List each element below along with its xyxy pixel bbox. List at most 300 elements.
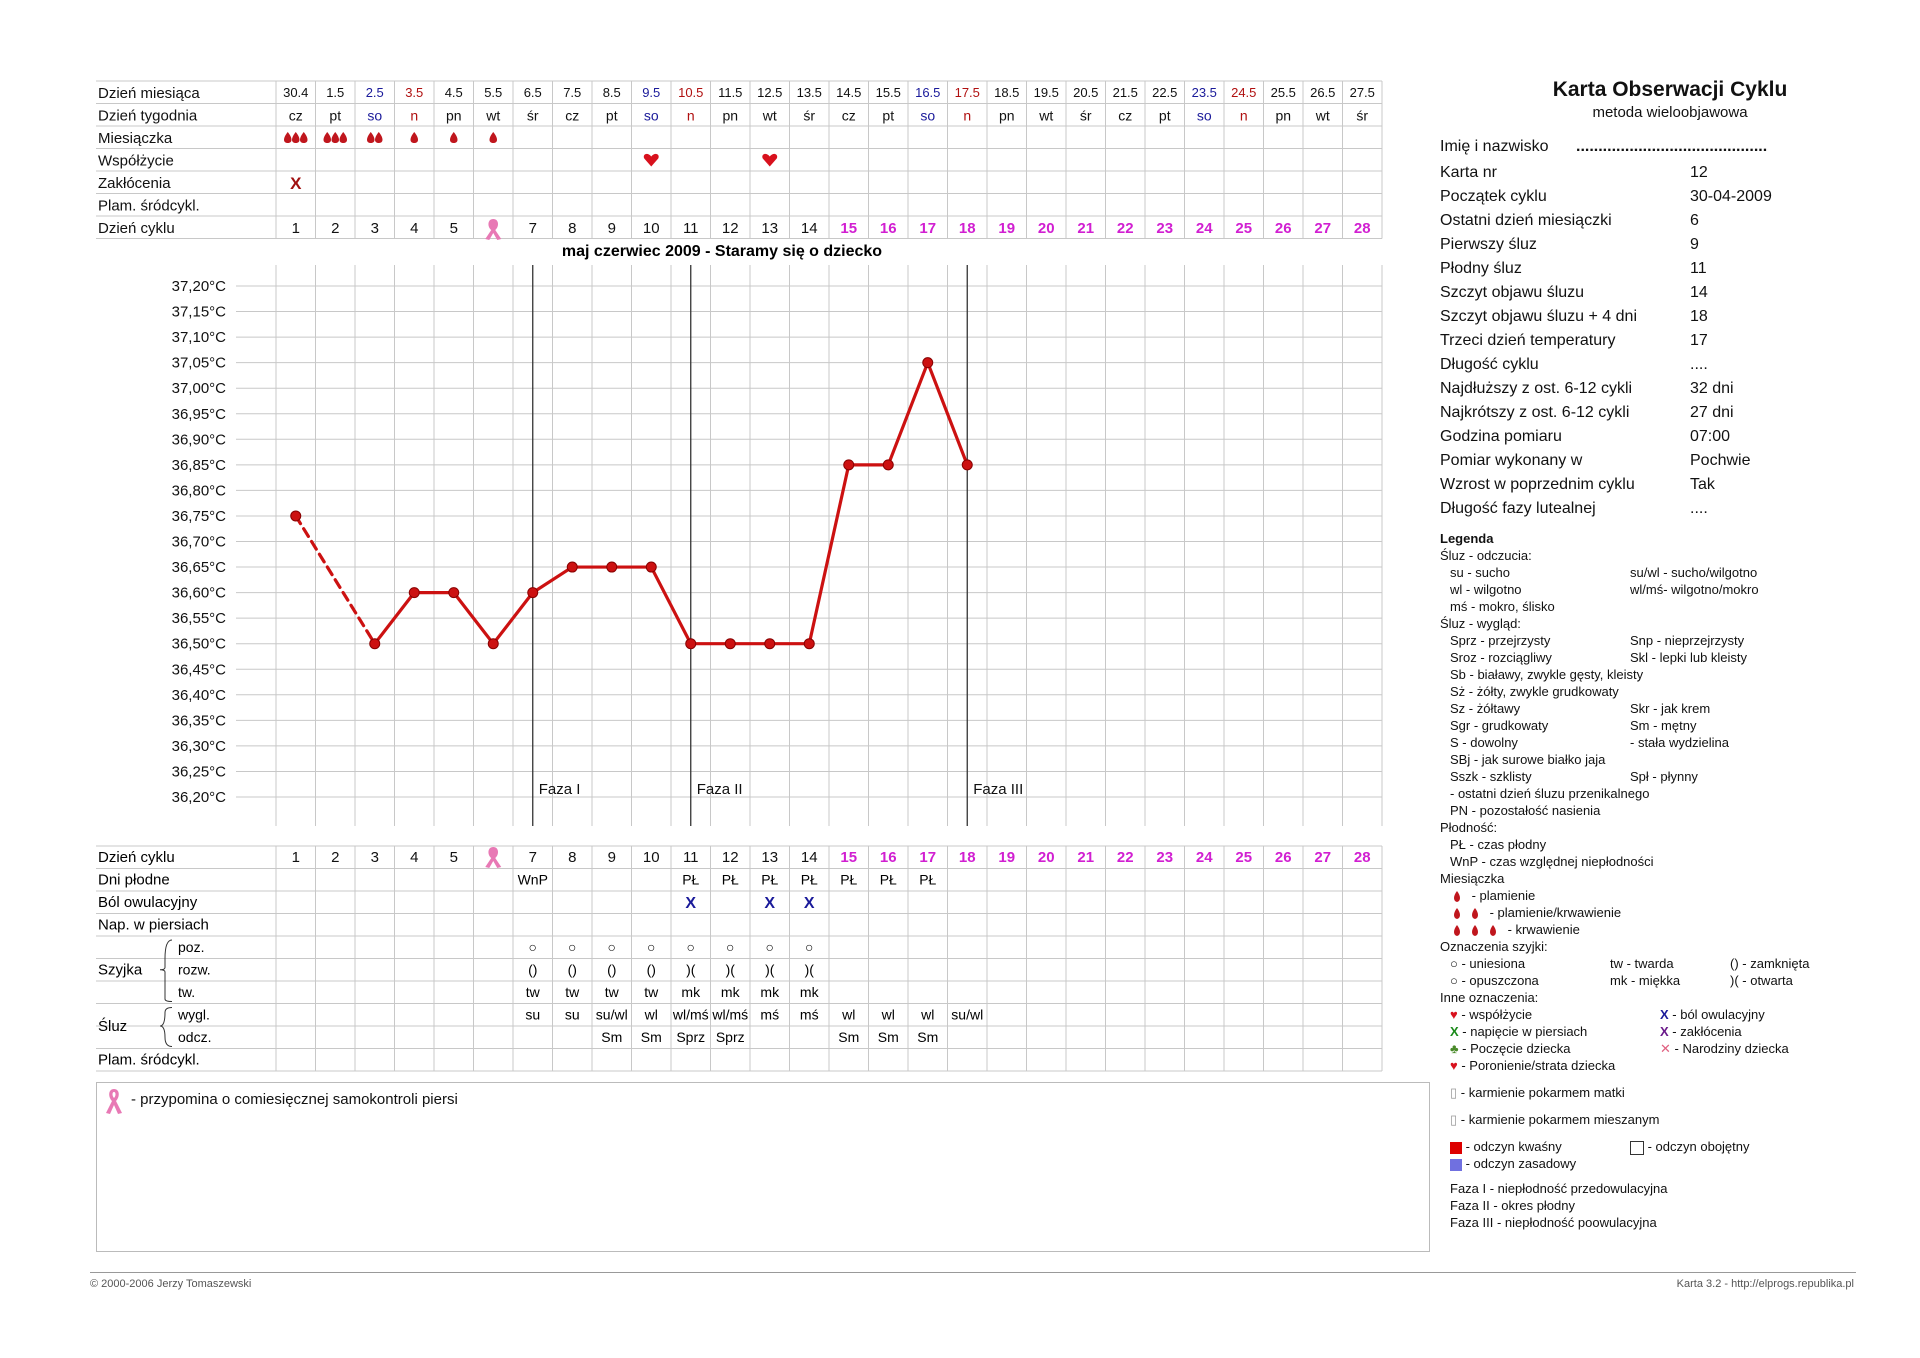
cervix-opening: ()	[646, 961, 656, 978]
legend-row: Sb - białawy, zwykle gęsty, kleisty	[1450, 667, 1644, 682]
date-label: 7.5	[563, 85, 582, 100]
legend-row: WnP - czas względnej niepłodności	[1450, 854, 1654, 869]
card-info-value[interactable]: 30-04-2009	[1690, 188, 1772, 205]
legend-row: Sgr - grudkowaty Sm - mętny	[1450, 718, 1697, 733]
cervix-firmness: mk	[681, 984, 701, 1000]
legend-row: ○ - opuszczona mk - miękka )( - otwarta	[1450, 973, 1793, 988]
mucus-feel: mś	[760, 1006, 780, 1023]
footer-divider	[90, 1272, 1856, 1273]
temperature-point	[488, 639, 498, 649]
card-info-value[interactable]: 9	[1690, 236, 1699, 253]
card-info-value[interactable]: 07:00	[1690, 428, 1731, 445]
temperature-point	[607, 562, 617, 572]
card-info-row	[1440, 353, 1900, 377]
card-info-row	[1440, 281, 1900, 305]
weekday-label: śr	[1079, 107, 1092, 124]
mucus-look: Sprz	[676, 1029, 706, 1045]
y-tick-label: 36,20°C	[171, 789, 226, 806]
cervix-brace	[160, 940, 172, 1002]
card-info-value[interactable]: 11	[1690, 260, 1707, 277]
cycle-day-label: 14	[800, 220, 818, 237]
cervix-firmness: tw	[525, 984, 540, 1000]
phase-label: Faza I	[538, 781, 581, 798]
fertile-mark: WnP	[517, 871, 548, 888]
cycle-day-label: 16	[879, 849, 897, 866]
y-tick-label: 36,50°C	[171, 635, 226, 653]
weekday-label: wt	[486, 107, 501, 124]
fertile-mark: PŁ	[919, 871, 937, 888]
date-label: 4.5	[444, 85, 463, 100]
mucus-feel: su	[564, 1006, 580, 1023]
weekday-label: pt	[329, 107, 342, 124]
weekday-label: wt	[1039, 107, 1054, 124]
card-info-label: Szczyt objawu śluzu + 4 dni	[1440, 308, 1637, 325]
cycle-day-label: 15	[840, 849, 858, 866]
cervix-sub-label: rozw.	[178, 961, 211, 978]
card-info-value[interactable]: Tak	[1690, 476, 1715, 493]
cycle-day-label: 20	[1037, 849, 1055, 866]
date-label: 8.5	[602, 85, 621, 100]
cycle-day-label: 28	[1353, 849, 1371, 866]
footer-version: Karta 3.2 - http://elprogs.republika.pl	[1676, 1278, 1854, 1290]
y-tick-label: 36,70°C	[171, 533, 226, 551]
y-tick-label: 36,30°C	[171, 737, 226, 755]
legend-spacer	[1440, 1172, 1900, 1180]
top-row-label: Dzień tygodnia	[98, 107, 198, 125]
date-label: 1.5	[326, 85, 345, 100]
legend-row: - ostatni dzień śluzu przenikalnego	[1450, 786, 1650, 801]
temperature-point	[528, 588, 538, 598]
card-info-row	[1440, 185, 1900, 209]
cycle-day-label: 27	[1314, 220, 1332, 237]
mucus-sub-label: wygl.	[178, 1006, 210, 1023]
mucus-feel: wl	[881, 1006, 895, 1023]
bottom-table-text	[98, 847, 1371, 1069]
cycle-day-label: 12	[721, 849, 739, 866]
top-table-grid	[96, 81, 1382, 239]
ovulation-pain-mark: X	[803, 895, 815, 912]
fertile-mark: PŁ	[761, 871, 779, 888]
y-tick-label: 36,60°C	[171, 584, 226, 602]
weekday-label: pn	[1275, 107, 1292, 124]
mucus-feel: wl	[842, 1006, 856, 1023]
card-title: Karta Obserwacji Cyklu	[1552, 78, 1788, 101]
cycle-day-label: 17	[919, 220, 937, 237]
card-info-value[interactable]: Pochwie	[1690, 452, 1751, 469]
cervix-opening: ()	[607, 961, 617, 978]
weekday-label: pn	[445, 107, 462, 124]
temperature-point	[646, 562, 656, 572]
mucus-feel: wl	[644, 1006, 658, 1023]
cervix-firmness: tw	[604, 984, 619, 1000]
date-label: 2.5	[365, 85, 384, 100]
cycle-day-label: 9	[607, 220, 616, 237]
disturbance-mark: X	[290, 174, 302, 193]
y-tick-label: 36,90°C	[171, 431, 226, 449]
cycle-day-label: 17	[919, 849, 937, 866]
ovulation-pain-mark: X	[685, 895, 697, 912]
y-tick-label: 37,10°C	[171, 329, 226, 347]
cycle-day-label: 20	[1037, 220, 1055, 237]
temperature-point	[765, 639, 775, 649]
weekday-label: cz	[565, 107, 580, 124]
cycle-day-label: 11	[682, 220, 699, 237]
menstruation-drop-icon	[411, 132, 419, 143]
date-label: 13.5	[796, 85, 822, 100]
date-label: 21.5	[1112, 85, 1138, 100]
cervix-firmness: tw	[644, 984, 659, 1000]
mucus-sub-label: odcz.	[178, 1029, 212, 1045]
cycle-day-label: 24	[1195, 849, 1213, 866]
weekday-label: so	[1196, 107, 1212, 124]
y-tick-label: 36,85°C	[171, 456, 226, 474]
cervix-firmness: mk	[760, 984, 780, 1000]
legend-row: - odczyn zasadowy	[1440, 1155, 1900, 1172]
card-info-label: Szczyt objawu śluzu	[1440, 284, 1585, 301]
date-label: 19.5	[1033, 85, 1059, 100]
card-info-label: Pomiar wykonany w	[1440, 452, 1583, 469]
top-row-label: Plam. śródcykl.	[98, 197, 200, 215]
bottom-row-label: Nap. w piersiach	[98, 916, 209, 934]
legend-row: su - sucho su/wl - sucho/wilgotno	[1450, 565, 1758, 580]
date-label: 26.5	[1310, 85, 1336, 100]
cycle-day-label: 19	[998, 220, 1016, 237]
weekday-label: cz	[841, 107, 856, 124]
card-info-value[interactable]: 12	[1690, 164, 1708, 181]
card-info-value[interactable]: ....	[1690, 356, 1708, 373]
temperature-point	[291, 511, 301, 521]
date-label: 20.5	[1073, 85, 1099, 100]
cycle-day-label: 23	[1156, 220, 1174, 237]
mucus-look: Sm	[640, 1029, 662, 1045]
date-label: 3.5	[405, 85, 424, 100]
menstruation-drop-icon	[324, 132, 332, 143]
menstruation-drop-icon	[300, 132, 308, 143]
legend-row: X - napięcie w piersiach X - zakłócenia	[1450, 1024, 1742, 1039]
card-info-panel	[1440, 78, 1900, 521]
mucus-feel: su	[525, 1006, 541, 1023]
weekday-label: n	[1239, 107, 1248, 124]
y-tick-labels	[172, 278, 227, 806]
y-tick-label: 37,15°C	[171, 303, 226, 321]
legend-section-head: Inne oznaczenia:	[1440, 990, 1539, 1005]
fertile-mark: PŁ	[840, 871, 858, 888]
legend-row: ▯ - karmienie pokarmem mieszanym	[1450, 1112, 1660, 1127]
mucus-look: Sm	[838, 1029, 860, 1045]
legend-row: - krwawienie	[1440, 921, 1900, 938]
temperature-grid	[236, 265, 1382, 826]
weekday-label: n	[686, 107, 695, 124]
legend-row: - plamienie	[1440, 887, 1900, 904]
cycle-day-label: 28	[1353, 220, 1371, 237]
weekday-label: śr	[1356, 107, 1369, 124]
temperature-point	[844, 460, 854, 470]
card-info-value[interactable]: ....	[1690, 500, 1708, 517]
y-tick-label: 37,20°C	[171, 278, 226, 295]
cervix-position: ○	[647, 939, 656, 955]
mucus-feel: wl	[921, 1006, 935, 1023]
bottom-row-label: Dni płodne	[98, 871, 170, 889]
cervix-opening: ()	[567, 961, 577, 978]
cervix-position: ○	[726, 939, 735, 955]
legend-row: Sszk - szklisty Spł - płynny	[1450, 769, 1698, 784]
legend-row: SBj - jak surowe białko jaja	[1450, 752, 1606, 767]
legend-row: Sroz - rozciągliwy Skl - lepki lub kleisty	[1450, 650, 1748, 665]
temperature-point	[962, 460, 972, 470]
legend-row: Faza III - niepłodność poowulacyjna	[1450, 1215, 1657, 1230]
cycle-day-label: 18	[958, 220, 976, 237]
cycle-day-label: 10	[642, 849, 660, 866]
phase-label: Faza III	[973, 781, 1024, 798]
card-info-value[interactable]: 32 dni	[1690, 380, 1734, 397]
weekday-label: śr	[526, 107, 539, 124]
card-info-row	[1440, 473, 1900, 497]
cycle-day-label: 10	[642, 220, 660, 237]
date-label: 22.5	[1152, 85, 1178, 100]
menstruation-drop-icon	[490, 132, 498, 143]
legend-row: Sz - żółtawy Skr - jak krem	[1450, 701, 1711, 716]
cycle-day-label: 13	[761, 849, 779, 866]
legend-section-head: Śluz - wygląd:	[1440, 616, 1521, 631]
pink-ribbon-icon	[485, 219, 501, 240]
date-label: 5.5	[484, 85, 503, 100]
top-row-label: Dzień cyklu	[98, 220, 175, 237]
weekday-label: n	[963, 107, 972, 124]
weekday-label: wt	[1315, 107, 1330, 124]
card-info-label: Godzina pomiaru	[1440, 428, 1562, 445]
cervix-opening: )(	[804, 961, 814, 978]
temperature-point	[686, 639, 696, 649]
weekday-label: pt	[1158, 107, 1171, 124]
date-label: 10.5	[678, 85, 704, 100]
notes-box[interactable]	[96, 1082, 1430, 1252]
legend-row: Sprz - przejrzysty Snp - nieprzejrzysty	[1450, 633, 1745, 648]
cycle-day-label: 14	[800, 849, 818, 866]
cervix-position: ○	[765, 939, 774, 955]
temperature-point	[923, 358, 933, 368]
y-tick-label: 37,00°C	[171, 380, 226, 398]
cycle-day-label: 11	[682, 849, 699, 866]
top-table-text	[98, 85, 1375, 240]
bottom-row-label: Śluz	[98, 1017, 128, 1035]
cycle-day-label: 7	[528, 220, 537, 237]
legend-row: ♣ - Poczęcie dziecka ✕ - Narodziny dziecka	[1450, 1041, 1789, 1056]
temperature-point	[567, 562, 577, 572]
top-row-label: Dzień miesiąca	[98, 85, 200, 102]
cycle-day-label: 5	[449, 220, 458, 237]
cycle-day-label: 21	[1077, 220, 1095, 237]
card-info-label: Karta nr	[1440, 164, 1497, 181]
heart-icon	[762, 154, 777, 167]
mucus-brace	[160, 1008, 172, 1047]
mucus-look: Sprz	[715, 1029, 745, 1045]
menstruation-drop-icon	[292, 132, 300, 143]
card-info-label: Długość cyklu	[1440, 356, 1539, 373]
legend-section-head: Miesiączka	[1440, 871, 1505, 886]
legend-section-head: Śluz - odczucia:	[1440, 548, 1532, 563]
card-info-value[interactable]: ...........................................	[1576, 138, 1768, 155]
legend-row: ♥ - Poronienie/strata dziecka	[1450, 1058, 1616, 1073]
cervix-opening: ()	[528, 961, 538, 978]
date-label: 18.5	[994, 85, 1020, 100]
weekday-label: wt	[762, 107, 777, 124]
cycle-day-label: 5	[449, 849, 458, 866]
weekday-label: so	[367, 107, 383, 124]
legend-section-head: Płodność:	[1440, 820, 1498, 835]
cycle-day-label: 24	[1195, 220, 1213, 237]
mucus-feel: su/wl	[951, 1006, 984, 1023]
y-tick-label: 36,40°C	[171, 686, 226, 704]
y-tick-label: 36,80°C	[171, 482, 226, 500]
cycle-day-label: 26	[1274, 849, 1292, 866]
cycle-day-label: 18	[958, 849, 976, 866]
weekday-label: cz	[288, 107, 303, 124]
heart-icon	[644, 154, 659, 167]
cervix-firmness: mk	[799, 984, 819, 1000]
date-label: 12.5	[757, 85, 783, 100]
top-row-label: Miesiączka	[98, 130, 173, 147]
menstruation-drop-icon	[340, 132, 348, 143]
weekday-label: so	[643, 107, 659, 124]
bottom-row-label: Szyjka	[98, 961, 143, 979]
cervix-firmness: tw	[565, 984, 580, 1000]
cervix-position: ○	[528, 939, 537, 955]
card-info-row	[1440, 449, 1900, 473]
temperature-point	[370, 639, 380, 649]
cervix-position: ○	[805, 939, 814, 955]
phase-label: Faza II	[696, 781, 743, 798]
legend-row: ▯ - karmienie pokarmem matki	[1450, 1085, 1625, 1100]
date-label: 11.5	[718, 85, 743, 100]
legend-row: Faza I - niepłodność przedowulacyjna	[1450, 1181, 1668, 1196]
mucus-look: Sm	[601, 1029, 623, 1045]
temperature-point	[883, 460, 893, 470]
menstruation-drop-icon	[450, 132, 458, 143]
y-tick-label: 36,75°C	[171, 507, 226, 525]
cervix-opening: )(	[765, 961, 775, 978]
legend-row: wl - wilgotno wl/mś- wilgotno/mokro	[1450, 582, 1759, 597]
fertile-mark: PŁ	[682, 871, 700, 888]
card-info-value[interactable]: 14	[1690, 284, 1708, 301]
y-tick-label: 36,45°C	[171, 661, 226, 679]
mucus-feel: wl/mś	[712, 1006, 749, 1023]
date-label: 15.5	[875, 85, 901, 100]
legend-row: ○ - uniesiona tw - twarda () - zamknięta	[1450, 956, 1810, 971]
weekday-label: śr	[803, 107, 816, 124]
cycle-day-label: 25	[1235, 220, 1253, 237]
card-subtitle: metoda wieloobjawowa	[1592, 104, 1748, 121]
legend-row: Sż - żółty, zwykle grudkowaty	[1450, 684, 1619, 699]
date-label: 9.5	[642, 85, 661, 100]
bottom-row-label: Plam. śródcykl.	[98, 1051, 200, 1069]
legend-title: Legenda	[1440, 531, 1494, 546]
cycle-day-label: 16	[879, 220, 897, 237]
weekday-label: n	[410, 107, 419, 124]
weekday-label: pn	[998, 107, 1015, 124]
card-info-value[interactable]: 17	[1690, 332, 1708, 349]
card-info-label: Imię i nazwisko	[1440, 138, 1549, 155]
card-info-row	[1440, 401, 1900, 425]
y-tick-label: 36,95°C	[171, 405, 226, 423]
card-info-row	[1440, 209, 1900, 233]
cycle-day-label: 9	[607, 849, 616, 866]
menstruation-drop-icon	[375, 132, 383, 143]
top-row-label: Zakłócenia	[98, 175, 171, 192]
cervix-sub-label: tw.	[178, 984, 196, 1000]
cycle-day-label: 3	[370, 849, 379, 866]
y-tick-label: 36,35°C	[171, 712, 226, 730]
cycle-day-label: 1	[291, 849, 300, 866]
weekday-label: pn	[722, 107, 739, 124]
cycle-day-label: 1	[291, 220, 300, 237]
card-info-value[interactable]: 18	[1690, 308, 1708, 325]
card-info-value[interactable]: 27 dni	[1690, 404, 1734, 421]
legend-row: ♥ - współżycie X - ból owulacyjny	[1450, 1007, 1765, 1022]
y-tick-label: 36,55°C	[171, 610, 226, 628]
card-info-label: Najdłuższy z ost. 6-12 cykli	[1440, 380, 1633, 397]
y-tick-label: 36,65°C	[171, 559, 226, 577]
temperature-point	[449, 588, 459, 598]
card-info-row	[1440, 135, 1900, 159]
cycle-day-label: 19	[998, 849, 1016, 866]
cycle-day-label: 12	[721, 220, 739, 237]
cycle-day-label: 2	[331, 849, 340, 866]
legend-row: Faza II - okres płodny	[1450, 1198, 1575, 1213]
date-label: 24.5	[1231, 85, 1257, 100]
legend-row: PN - pozostałość nasienia	[1450, 803, 1601, 818]
chart-title: maj czerwiec 2009 - Staramy się o dziecko	[561, 243, 883, 260]
card-info-row	[1440, 257, 1900, 281]
cycle-day-label: 3	[370, 220, 379, 237]
footer-copyright: © 2000-2006 Jerzy Tomaszewski	[90, 1278, 252, 1290]
date-label: 14.5	[836, 85, 862, 100]
legend-row: mś - mokro, ślisko	[1450, 599, 1555, 614]
card-info-label: Pierwszy śluz	[1440, 236, 1537, 253]
mucus-look: Sm	[877, 1029, 899, 1045]
cycle-day-label: 26	[1274, 220, 1292, 237]
cervix-position: ○	[607, 939, 616, 955]
card-info-rows	[1440, 135, 1900, 521]
card-info-row	[1440, 425, 1900, 449]
menstruation-drop-icon	[284, 132, 292, 143]
fertile-mark: PŁ	[721, 871, 739, 888]
cycle-day-label: 13	[761, 220, 779, 237]
cervix-opening: )(	[686, 961, 696, 978]
card-info-label: Najkrótszy z ost. 6-12 cykli	[1440, 404, 1630, 421]
cycle-day-label: 27	[1314, 849, 1332, 866]
reminder-text: - przypomina o comiesięcznej samokontroli piersi	[131, 1091, 458, 1108]
date-label: 6.5	[523, 85, 542, 100]
card-info-value[interactable]: 6	[1690, 212, 1699, 229]
legend-row: - plamienie/krwawienie	[1440, 904, 1900, 921]
cycle-day-label: 22	[1116, 220, 1134, 237]
date-label: 23.5	[1191, 85, 1217, 100]
bottom-row-label: Ból owulacyjny	[98, 894, 198, 911]
card-info-row	[1440, 161, 1900, 185]
cycle-day-label: 21	[1077, 849, 1095, 866]
cycle-day-label: 2	[331, 220, 340, 237]
ovulation-pain-mark: X	[764, 895, 776, 912]
cervix-firmness: mk	[720, 984, 740, 1000]
pink-ribbon-icon	[103, 1087, 125, 1115]
bottom-row-label: Dzień cyklu	[98, 849, 175, 866]
weekday-label: pt	[882, 107, 895, 124]
cycle-day-label: 25	[1235, 849, 1253, 866]
card-info-row	[1440, 305, 1900, 329]
temperature-point	[804, 639, 814, 649]
cervix-position: ○	[686, 939, 695, 955]
cervix-opening: )(	[725, 961, 735, 978]
